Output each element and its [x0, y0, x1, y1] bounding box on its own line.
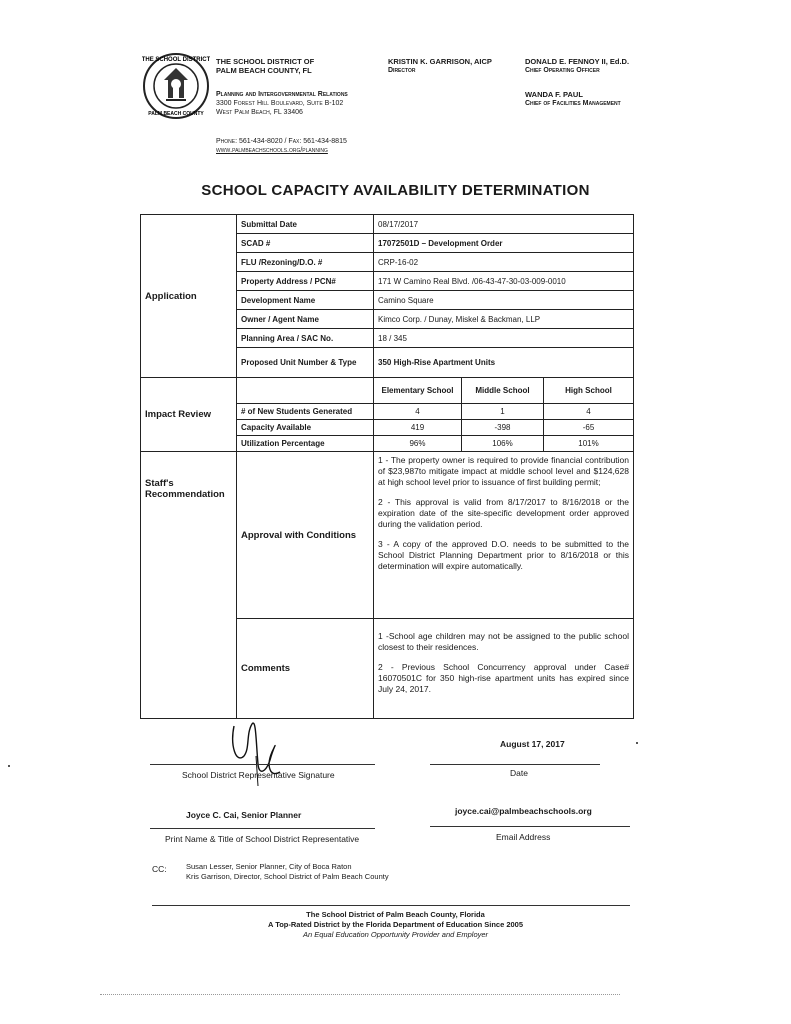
- comment-1: 1 -School age children may not be assigned to the public school closest to their residences.: [378, 631, 629, 652]
- date-label: Date: [510, 768, 528, 778]
- date-line: [430, 764, 600, 765]
- email-label: Email Address: [496, 832, 551, 842]
- row-label: Utilization Percentage: [237, 436, 374, 452]
- facilities-block: [525, 90, 621, 108]
- footer-line3: An Equal Education Opportunity Provider and Employer: [302, 930, 489, 939]
- district-line2: PALM BEACH COUNTY, FL: [216, 66, 312, 75]
- svg-text:THE SCHOOL DISTRICT: THE SCHOOL DISTRICT: [142, 57, 210, 63]
- impact-section-label: Impact Review: [141, 378, 237, 452]
- planning-area-value: 18 / 345: [374, 329, 634, 348]
- contact-block: [216, 137, 347, 155]
- phone-fax: Phone: 561-434-8020 / Fax: 561-434-8815: [216, 138, 347, 145]
- field-label: SCAD #: [237, 234, 374, 253]
- coo-block: [525, 57, 629, 75]
- recommendation-section-label: Staff's Recommendation: [141, 452, 237, 719]
- cell-value: 4: [544, 404, 634, 420]
- signature-label: School District Representative Signature: [182, 770, 335, 780]
- capacity-form-table: [140, 214, 634, 719]
- row-label: Capacity Available: [237, 420, 374, 436]
- footer-line2: A Top-Rated District by the Florida Department of Education Since 2005: [267, 920, 524, 929]
- name-label: Print Name & Title of School District Representative: [165, 834, 360, 844]
- field-label: Property Address / PCN#: [237, 272, 374, 291]
- director-name: KRISTIN K. GARRISON, AICP: [388, 57, 492, 66]
- district-seal: [142, 52, 210, 120]
- name-line: [150, 828, 375, 829]
- col-header: Elementary School: [374, 378, 462, 404]
- signature-line: [150, 764, 375, 765]
- district-name: [216, 57, 314, 75]
- cell-value: -398: [462, 420, 544, 436]
- facilities-title: Chief of Facilities Management: [525, 100, 621, 107]
- cc-recipient: Kris Garrison, Director, School District of Palm Beach County: [186, 872, 389, 881]
- footer-line1: The School District of Palm Beach County, Florida: [306, 910, 485, 919]
- col-header: Middle School: [462, 378, 544, 404]
- footer-divider: [152, 905, 630, 906]
- website-link[interactable]: www.palmbeachschools.org/planning: [216, 147, 328, 154]
- development-name-value: Camino Square: [374, 291, 634, 310]
- field-label: Proposed Unit Number & Type: [237, 348, 374, 378]
- cc-list: [186, 862, 389, 882]
- scan-artifact-line: [100, 994, 620, 995]
- comments-text: [374, 619, 634, 719]
- approval-conditions: [374, 452, 634, 619]
- director-block: [388, 57, 492, 75]
- address-line2: West Palm Beach, FL 33406: [216, 109, 303, 116]
- address-line1: 3300 Forest Hill Boulevard, Suite B-102: [216, 100, 344, 107]
- cell-value: 4: [374, 404, 462, 420]
- svg-text:PALM BEACH COUNTY: PALM BEACH COUNTY: [148, 111, 204, 117]
- department-name: Planning and Intergovernmental Relations: [216, 91, 348, 98]
- cc-recipient: Susan Lesser, Senior Planner, City of Boca Raton: [186, 862, 352, 871]
- condition-3: 3 - A copy of the approved D.O. needs to be submitted to the School District Planning Department prior to 8/16/2018 or this determination will expire automatically.: [378, 539, 629, 571]
- cell-value: -65: [544, 420, 634, 436]
- col-header: High School: [544, 378, 634, 404]
- cc-label: CC:: [152, 864, 167, 874]
- cell-value: 419: [374, 420, 462, 436]
- coo-title: Chief Operating Officer: [525, 67, 600, 74]
- cell-value: 101%: [544, 436, 634, 452]
- condition-1: 1 - The property owner is required to provide financial contribution of $23,987to mitigate impact at middle school level and $124,628 at high school level prior to issuance of first building permit;: [378, 455, 629, 487]
- director-title: Director: [388, 67, 416, 74]
- unit-type-value: 350 High-Rise Apartment Units: [374, 348, 634, 378]
- application-section-label: Application: [141, 215, 237, 378]
- document-title: SCHOOL CAPACITY AVAILABILITY DETERMINATION: [201, 182, 590, 199]
- field-label: Owner / Agent Name: [237, 310, 374, 329]
- cell-value: 106%: [462, 436, 544, 452]
- rezoning-value: CRP-16-02: [374, 253, 634, 272]
- scad-number-value: 17072501D – Development Order: [374, 234, 634, 253]
- cell-value: 1: [462, 404, 544, 420]
- row-label: # of New Students Generated: [237, 404, 374, 420]
- facilities-name: WANDA F. PAUL: [525, 90, 583, 99]
- field-label: Planning Area / SAC No.: [237, 329, 374, 348]
- condition-2: 2 - This approval is valid from 8/17/2017 to 8/16/2018 or the expiration date of the site-specific development order approved during the validation period.: [378, 497, 629, 529]
- field-label: FLU /Rezoning/D.O. #: [237, 253, 374, 272]
- submittal-date-value: 08/17/2017: [374, 215, 634, 234]
- scan-speck: [636, 742, 638, 744]
- district-line1: THE SCHOOL DISTRICT OF: [216, 57, 315, 66]
- coo-name: DONALD E. FENNOY II, Ed.D.: [525, 57, 630, 66]
- field-label: Submittal Date: [237, 215, 374, 234]
- comment-2: 2 - Previous School Concurrency approval under Case# 16070501C for 350 high-rise apartment units has expired since July 24, 2017.: [378, 662, 629, 694]
- department-block: [216, 90, 348, 117]
- cell-value: 96%: [374, 436, 462, 452]
- email-line: [430, 826, 630, 827]
- approval-label: Approval with Conditions: [237, 452, 374, 619]
- impact-header-blank: [237, 378, 374, 404]
- representative-name: Joyce C. Cai, Senior Planner: [186, 810, 302, 820]
- owner-agent-value: Kimco Corp. / Dunay, Miskel & Backman, LLP: [374, 310, 634, 329]
- representative-email: joyce.cai@palmbeachschools.org: [455, 806, 592, 816]
- scan-speck: [8, 765, 10, 767]
- field-label: Development Name: [237, 291, 374, 310]
- comments-label: Comments: [237, 619, 374, 719]
- property-address-value: 171 W Camino Real Blvd. /06-43-47-30-03-009-0010: [374, 272, 634, 291]
- date-value: August 17, 2017: [500, 739, 565, 749]
